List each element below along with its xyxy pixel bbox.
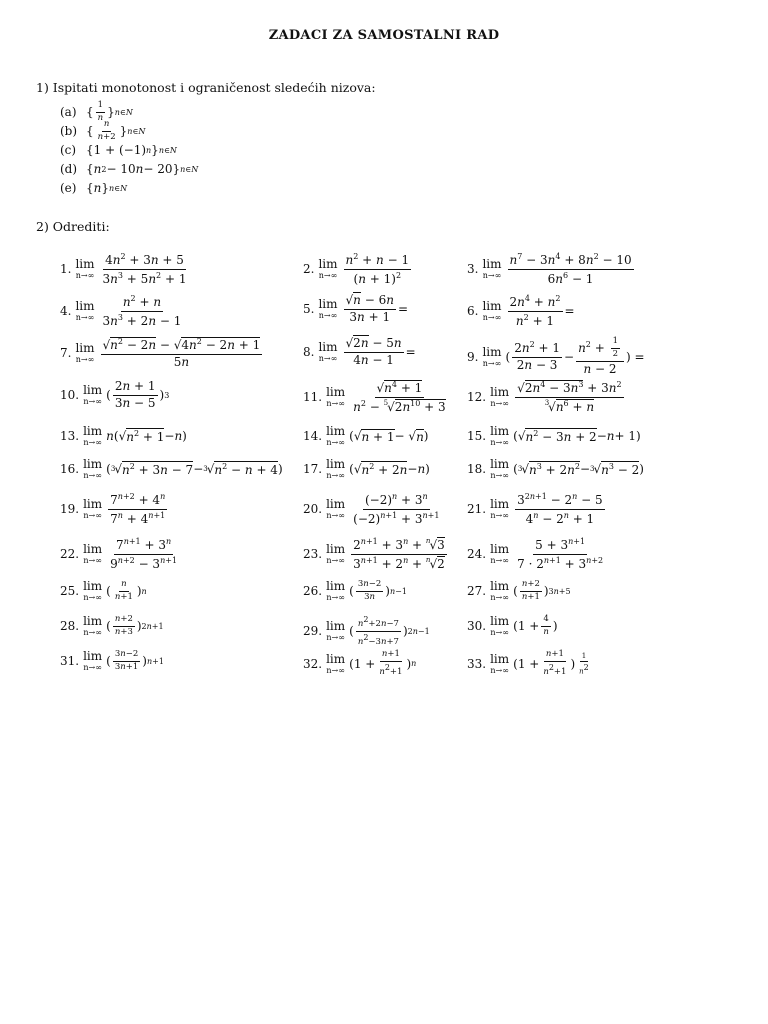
problem-29: 29. lim n→∞ ( $\frac{n^2+2n-7}{n^2-3n+7}$ ) 2n−1 — [303, 615, 430, 647]
problem-7: 7. lim n→∞ $\frac{√n^2 - 2n - √4n^2 - 2n + 1}{5n}$ — [60, 337, 261, 369]
problem-15: 15. lim n→∞ (√ $n^2 - 3n + 2$ − n + 1) — [467, 424, 641, 447]
problem-26: 26. lim n→∞ ( $\frac{3n-2}{3n}$ ) n−1 — [303, 579, 407, 603]
task-1-item-a: (a) { $\frac{1}{n}$ } n∈N — [60, 100, 133, 123]
problem-25: 25. lim n→∞ ( $\frac{n}{n+1}$ ) n — [60, 579, 147, 603]
task-1-item-c: (c) {1 + (−1) n } n∈N — [60, 143, 177, 157]
page-title: ZADACI ZA SAMOSTALNI RAD — [268, 28, 500, 43]
problem-22: 22. lim n→∞ $\frac{7^{n+1} + 3^n}{9^{n+2} - 3^{n+1}}$ — [60, 537, 178, 571]
problem-33: 33. lim n→∞ (1 + $\frac{n+1}{n^2+1}$ ) $\frac{1}{n^2}$ — [467, 649, 589, 677]
task-1-item-e: (e) { n } n∈N — [60, 181, 128, 195]
problem-14: 14. lim n→∞ (√ n + 1 − √ n ) — [303, 424, 429, 447]
problem-6: 6. lim n→∞ $\frac{2n^4 + n^2}{n^2 + 1}$ = — [467, 294, 575, 328]
problem-32: 32. lim n→∞ (1 + $\frac{n+1}{n^2+1}$ ) n — [303, 649, 417, 677]
problem-17: 17. lim n→∞ (√ $n^2 + 2n$ − n ) — [303, 457, 430, 480]
problem-18: 18. lim n→∞ ( 3 √ $n^3 + 2n^2$ − 3 √ $n^3 - 2$ ) — [467, 457, 644, 480]
problem-8: 8. lim n→∞ $\frac{√2n - 5n}{4n - 1}$ = — [303, 336, 416, 367]
task-1-item-d: (d) { n 2 − 10 n − 20} n∈N — [60, 162, 199, 176]
problem-2: 2. lim n→∞ $\frac{n^2 + n - 1}{(n + 1)^2}$ — [303, 252, 410, 286]
problem-11: 11. lim n→∞ $\frac{√n^4 + 1}{n^2 - ^5√2n^{10} + 3}$ — [303, 380, 446, 414]
problem-3: 3. lim n→∞ $\frac{n^7 - 3n^4 + 8n^2 - 10}{6n^6 - 1}$ — [467, 252, 632, 286]
task-2-heading: 2) Odrediti: — [36, 219, 110, 234]
problem-5: 5. lim n→∞ $\frac{√n - 6n}{3n + 1}$ = — [303, 293, 409, 324]
problem-16: 16. lim n→∞ ( 3 √ $n^2 + 3n - 7$ − 3 √ $n^2 - n + 4$ ) — [60, 457, 283, 480]
problem-30: 30. lim n→∞ (1 + $\frac{4}{n}$ ) — [467, 614, 558, 638]
task-1-item-b: (b) { $\frac{n}{n+2}$ } n∈N — [60, 119, 146, 142]
problem-13: 13. lim n→∞ n (√ $n^2 + 1$ − n ) — [60, 424, 187, 447]
problem-31: 31. lim n→∞ ( $\frac{3n-2}{3n+1}$ ) n+1 — [60, 649, 164, 673]
task-1-heading: 1) Ispitati monotonost i ograničenost sledećih nizova: — [36, 80, 376, 95]
problem-12: 12. lim n→∞ $\frac{√2n^4 - 3n^3 + 3n^2}{^3√n^6 + n}$ — [467, 380, 622, 414]
problem-9: 9. lim n→∞ ( $\frac{2n^2 + 1}{2n - 3}$ − $n^2$ + $\frac{1}{2}$ n − 2 ) = — [467, 336, 645, 376]
problem-28: 28. lim n→∞ ( $\frac{n+2}{n+3}$ ) 2n+1 — [60, 614, 164, 638]
problem-23: 23. lim n→∞ $\frac{2^{n+1} + 3^n + ^n√3}{3^{n+1} + 2^n + ^n√2}$ — [303, 537, 445, 571]
problem-19: 19. lim n→∞ $\frac{7^{n+2} + 4^n}{7^n + 4^{n+1}}$ — [60, 492, 166, 526]
task-1-list — [60, 100, 199, 198]
problem-4: 4. lim n→∞ $\frac{n^2 + n}{3n^3 + 2n - 1}$ — [60, 294, 182, 328]
problem-10: 10. lim n→∞ ( $\frac{2n + 1}{3n - 5}$ ) 3 — [60, 379, 170, 410]
problem-21: 21. lim n→∞ $\frac{3^{2n+1} - 2^n - 5}{4^n - 2^n + 1}$ — [467, 492, 603, 526]
problem-1: 1. lim n→∞ $\frac{4n^2 + 3n + 5}{3n^3 + 5n^2 + 1}$ — [60, 252, 187, 286]
problem-27: 27. lim n→∞ ( $\frac{n+2}{n+1}$ ) 3n+5 — [467, 579, 571, 603]
problem-24: 24. lim n→∞ $\frac{5 + 3^{n+1}}{7 \cdot 2^{n+1} + 3^{n+2}}$ — [467, 537, 604, 571]
problem-20: 20. lim n→∞ $\frac{(-2)^n + 3^n}{(-2)^{n+1} + 3^{n+1}}$ — [303, 492, 440, 526]
